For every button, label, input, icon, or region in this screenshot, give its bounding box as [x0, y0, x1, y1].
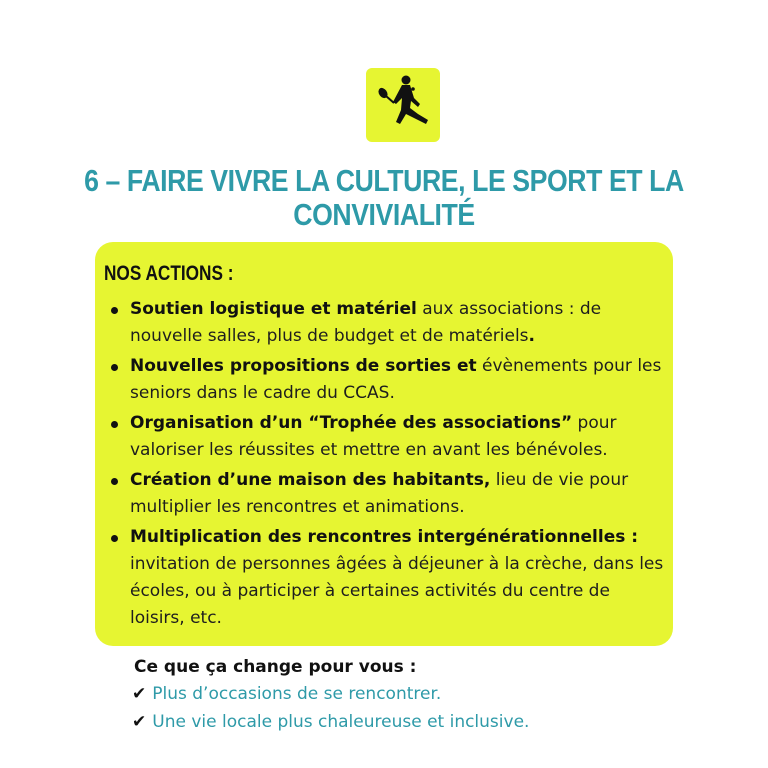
action-bold: Nouvelles propositions de sorties et: [130, 356, 477, 376]
action-text: aux associations : de nouvelle salles, plus de budget et de matériels: [130, 299, 602, 346]
action-text: évènements pour les seniors dans le cadre du CCAS.: [130, 356, 662, 403]
benefit-text: Plus d’occasions de se rencontrer.: [152, 684, 442, 704]
benefit-item: [132, 712, 529, 732]
page-title: [54, 164, 714, 232]
change-heading: Ce que ça change pour vous :: [134, 657, 417, 677]
title-line-1: 6 – FAIRE VIVRE LA CULTURE, LE SPORT ET LA: [84, 163, 684, 198]
tennis-player-icon: [366, 68, 440, 142]
action-bold: Création d’une maison des habitants,: [130, 470, 491, 490]
actions-heading: NOS ACTIONS :: [104, 262, 234, 285]
list-item: [104, 467, 664, 521]
list-item: [104, 353, 664, 407]
action-tail: .: [528, 326, 536, 346]
title-line-2: CONVIVIALITÉ: [293, 197, 475, 232]
action-text: lieu de vie pour multiplier les rencontres et animations.: [130, 470, 629, 517]
list-item: [104, 410, 664, 464]
list-item: [104, 524, 664, 632]
benefit-text: Une vie locale plus chaleureuse et inclusive.: [152, 712, 530, 732]
action-text: invitation de personnes âgées à déjeuner à la crèche, dans les écoles, ou à participer à certaines activités du centre de loisirs, etc.: [130, 554, 664, 628]
check-icon: ✔: [132, 712, 147, 732]
actions-list: [104, 296, 664, 635]
tennis-player-icon-tile: [366, 68, 440, 142]
check-icon: ✔: [132, 684, 147, 704]
benefit-item: [132, 684, 441, 704]
action-bold: Organisation d’un “Trophée des associations”: [130, 413, 573, 433]
action-bold: Multiplication des rencontres intergénérationnelles :: [130, 527, 639, 547]
action-bold: Soutien logistique et matériel: [130, 299, 417, 319]
action-text: pour valoriser les réussites et mettre en avant les bénévoles.: [130, 413, 617, 460]
list-item: [104, 296, 664, 350]
